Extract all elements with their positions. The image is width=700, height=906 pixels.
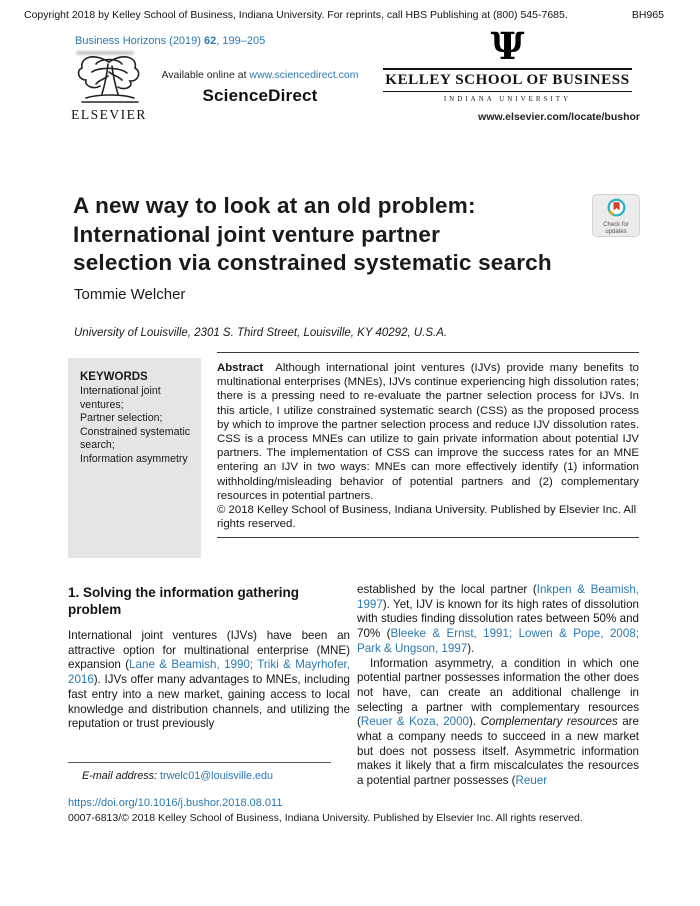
keyword-item: International joint xyxy=(80,385,161,397)
keyword-item: Information asymmetry xyxy=(80,452,188,465)
keyword-item: Constrained systematic xyxy=(80,425,191,438)
available-online-line xyxy=(150,69,370,81)
footnote-rule xyxy=(68,762,331,763)
text-segment: ). Yet, IJV is known for its high rates of dissolution with studies finding dissolution rates between 50% and 70% ( xyxy=(357,597,639,641)
left-column-paragraph xyxy=(68,629,350,732)
kelley-logo-block xyxy=(375,24,640,103)
journal-pages: , 199–205 xyxy=(216,35,266,47)
text-segment: ). xyxy=(469,715,481,729)
kelley-rule-bottom xyxy=(383,91,632,92)
sciencedirect-wordmark: ScienceDirect xyxy=(202,86,318,105)
article-title xyxy=(73,192,588,278)
elsevier-logo xyxy=(66,50,152,123)
crossmark-icon xyxy=(607,198,626,217)
text-segment: Although international joint ventures (IJVs) provide many benefits to multinational enterprises (MNEs), IJVs continue experiencing high dissolution rates; there is a pressing need to re-evaluate the partner selection process for IJVs. In this article, I utilize constrained systematic search (CSS) as the proposed process by which to improve the partner selection process and reduce IJV dissolution rates. CSS is a process MNEs can utilize to gain private information about potential IJV partners. The implementation of CSS can improve the success rates for an MNE entering an IJV in two ways: MNEs can more effectively identify (1) information withholding/misleading behavior of potential partners and (2) complementary resources in potential partners. xyxy=(217,362,639,502)
keywords-heading: KEYWORDS xyxy=(80,371,148,383)
journal-volume: 62 xyxy=(204,35,217,47)
abstract-top-rule xyxy=(217,352,639,353)
check-for-updates-badge[interactable] xyxy=(592,194,640,237)
email-link[interactable]: trwelc01@louisville.edu xyxy=(160,770,273,782)
available-online-text: Available online at xyxy=(161,69,250,81)
iu-trident-icon: Ψ xyxy=(490,24,525,68)
right-column-paragraph-1 xyxy=(357,583,639,657)
text-segment: Information asymmetry, a condition in which one potential partner possesses information the other does not have, can create an additional challenge in selecting a partner with complementary resources ( xyxy=(357,656,639,729)
keyword-item: Partner selection; xyxy=(80,412,163,425)
citation-link[interactable]: Reuer xyxy=(515,774,548,788)
email-label: E-mail address: xyxy=(82,770,158,782)
title-line-3: selection via constrained systematic search xyxy=(73,250,552,275)
section-1-heading: 1. Solving the information gathering problem xyxy=(68,585,300,617)
title-line-1: A new way to look at an old problem: xyxy=(73,193,476,218)
text-segment: International joint ventures (IJVs) have been an attractive option for multinational enterprise (MNE) expansion ( xyxy=(68,629,350,672)
document-code: BH965 xyxy=(631,9,664,21)
keyword-item: search; xyxy=(80,439,115,452)
reprint-copyright-text: Copyright 2018 by Kelley School of Business, Indiana University. For reprints, call HBS Publishing at (800) 545-7685. xyxy=(24,9,568,21)
check-badge-label-2: updates xyxy=(605,228,627,235)
citation-link[interactable]: Lane & Beamish, 1990; Triki & Mayrhofer, 2016 xyxy=(68,658,350,687)
abstract-copyright: © 2018 Kelley School of Business, Indiana University. Published by Elsevier Inc. All rights reserved. xyxy=(217,504,637,531)
journal-citation-prefix: Business Horizons (2019) xyxy=(75,35,205,47)
indiana-university-label: INDIANA UNIVERSITY xyxy=(443,95,572,103)
issn-copyright-line: 0007-6813/© 2018 Kelley School of Business, Indiana University. Published by Elsevier Inc. All rights reserved. xyxy=(68,812,583,824)
title-line-2: International joint venture partner xyxy=(73,221,441,247)
abstract-bottom-rule xyxy=(217,537,639,538)
text-segment: ). IJVs offer many advantages to MNEs, including fast entry into a new market, gaining access to local knowledge and distribution channels, and utilizing the reputation or trust previously xyxy=(68,673,350,731)
text-segment: Complementary resources xyxy=(480,715,618,729)
citation-link[interactable]: Inkpen & Beamish, 1997 xyxy=(357,583,639,611)
text-segment: ). xyxy=(467,641,475,655)
abstract-block xyxy=(217,361,639,531)
citation-link[interactable]: Reuer & Koza, 2000 xyxy=(360,715,470,729)
journal-citation[interactable] xyxy=(75,35,265,47)
right-column-paragraph-2 xyxy=(357,657,639,789)
author-affiliation: University of Louisville, 2301 S. Third Street, Louisville, KY 40292, U.S.A. xyxy=(74,327,448,339)
sciencedirect-link[interactable]: www.sciencedirect.com xyxy=(249,69,359,81)
author-name: Tommie Welcher xyxy=(74,286,186,303)
text-segment: Abstract xyxy=(217,362,264,374)
right-column xyxy=(357,583,639,789)
top-copyright-bar xyxy=(24,9,664,21)
journal-homepage-url: www.elsevier.com/locate/bushor xyxy=(478,111,640,123)
email-footnote xyxy=(68,770,350,782)
kelley-school-title: KELLEY SCHOOL OF BUSINESS xyxy=(385,72,630,88)
doi-link[interactable]: https://doi.org/10.1016/j.bushor.2018.08.011 xyxy=(68,797,283,809)
keywords-box xyxy=(68,358,201,558)
elsevier-wordmark: ELSEVIER xyxy=(71,107,147,122)
abstract-text xyxy=(217,361,639,503)
elsevier-tree-icon xyxy=(72,50,146,106)
citation-link[interactable]: Bleeke & Ernst, 1991; Lowen & Pope, 2008; Park & Ungson, 1997 xyxy=(357,627,640,655)
keyword-item: ventures; xyxy=(80,398,124,411)
check-badge-label-1: Check for xyxy=(603,222,629,228)
text-segment: established by the local partner ( xyxy=(357,583,537,596)
text-segment: are what a company needs to succeed in a new market but does not possess itself. Asymmetric information makes it likely that a firm miscalculates the resources a potential partner possesses ( xyxy=(357,715,639,788)
